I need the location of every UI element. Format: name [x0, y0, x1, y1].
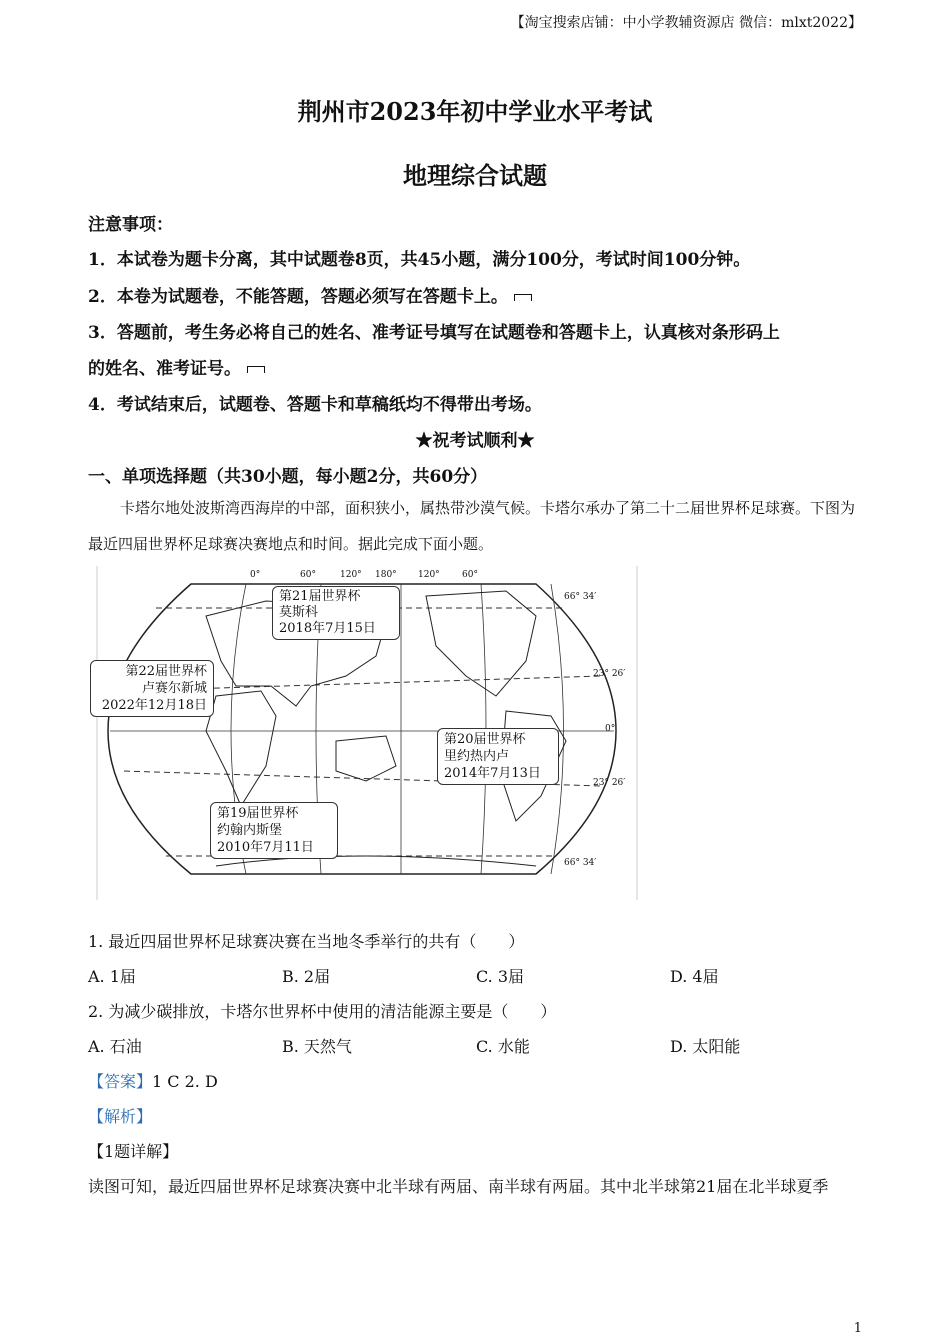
callout-text: 2010年7月11日 [217, 840, 314, 855]
callout-text: 里约热内卢 [444, 749, 510, 764]
question-1-option-b: B. 2届 [282, 967, 331, 986]
callout-text: 莫斯科 [279, 605, 319, 620]
latitude-label: 23° 26′ [593, 778, 626, 788]
question-1-stem: 1. 最近四届世界杯足球赛决赛在当地冬季举行的共有（ ） [88, 932, 525, 951]
detail-text: 读图可知，最近四届世界杯足球赛决赛中北半球有两届、南半球有两届。其中北半球第21届在北半球夏季 [88, 1177, 829, 1196]
callout-text: 第20届世界杯 [444, 732, 526, 747]
question-2-option-a: A. 石油 [88, 1037, 142, 1056]
blank-mark [514, 294, 532, 301]
analysis-label: 【解析】 [88, 1107, 153, 1126]
longitude-label: 120° [340, 570, 362, 580]
callout-moscow [272, 586, 400, 640]
longitude-label: 0° [250, 570, 261, 580]
callout-text: 2014年7月13日 [444, 766, 541, 781]
longitude-label: 60° [462, 570, 478, 580]
world-map-figure [96, 566, 638, 900]
callout-text: 2018年7月15日 [279, 621, 376, 636]
callout-text: 约翰内斯堡 [217, 823, 283, 838]
longitude-label: 60° [300, 570, 316, 580]
callout-rio [437, 728, 559, 785]
callout-text: 第19届世界杯 [217, 806, 299, 821]
callout-text: 第22届世界杯 [125, 664, 207, 679]
exam-title: 荆州市2023年初中学业水平考试 [297, 97, 653, 126]
question-2-stem: 2. 为减少碳排放，卡塔尔世界杯中使用的清洁能源主要是（ ） [88, 1002, 557, 1021]
latitude-label: 0° [605, 724, 616, 734]
blessing: ★祝考试顺利★ [415, 431, 535, 451]
notice-item-3: 3．答题前，考生务必将自己的姓名、准考证号填写在试题卷和答题卡上，认真核对条形码上 [88, 323, 780, 343]
question-2-option-d: D. 太阳能 [670, 1037, 741, 1056]
callout-johannesburg [210, 802, 338, 859]
notice-item-1: 1．本试卷为题卡分离，其中试题卷8页，共45小题，满分100分，考试时间100分钟。 [88, 250, 751, 270]
notice-item-3-cont: 的姓名、准考证号。 [88, 354, 265, 379]
question-1-option-d: D. 4届 [670, 967, 719, 986]
detail-label: 【1题详解】 [88, 1142, 179, 1161]
blank-mark [247, 366, 265, 373]
latitude-label: 66° 34′ [564, 858, 597, 868]
latitude-label: 66° 34′ [564, 592, 597, 602]
longitude-label: 120° [418, 570, 440, 580]
latitude-label: 23° 26′ [593, 669, 626, 679]
question-1-option-a: A. 1届 [88, 967, 136, 986]
longitude-label: 180° [375, 570, 397, 580]
question-2-option-b: B. 天然气 [282, 1037, 352, 1056]
exam-subtitle: 地理综合试题 [403, 161, 547, 190]
callout-text: 第21届世界杯 [279, 589, 361, 604]
callout-text: 2022年12月18日 [101, 698, 207, 713]
header-note: 【淘宝搜索店铺：中小学教辅资源店 微信：mlxt2022】 [510, 15, 862, 31]
answer-label: 【答案】 [88, 1072, 153, 1091]
intro-paragraph: 卡塔尔地处波斯湾西海岸的中部，面积狭小，属热带沙漠气候。卡塔尔承办了第二十二届世界杯足球赛。下图为最近四届世界杯足球赛决赛地点和时间。据此完成下面小题。 [88, 499, 856, 553]
notice-heading: 注意事项： [88, 215, 173, 235]
answer-text: 1 C 2. D [152, 1072, 218, 1091]
question-1-option-c: C. 3届 [476, 967, 525, 986]
answer-line [88, 1069, 218, 1092]
notice-item-2: 2．本卷为试题卷，不能答题，答题必须写在答题卡上。 [88, 282, 532, 307]
section-title: 一、单项选择题（共30小题，每小题2分，共60分） [88, 467, 488, 487]
page-number: 1 [853, 1321, 862, 1336]
callout-text: 卢赛尔新城 [141, 681, 207, 696]
question-2-option-c: C. 水能 [476, 1037, 530, 1056]
notice-item-4: 4．考试结束后，试题卷、答题卡和草稿纸均不得带出考场。 [88, 395, 542, 415]
callout-lusail [90, 660, 214, 717]
